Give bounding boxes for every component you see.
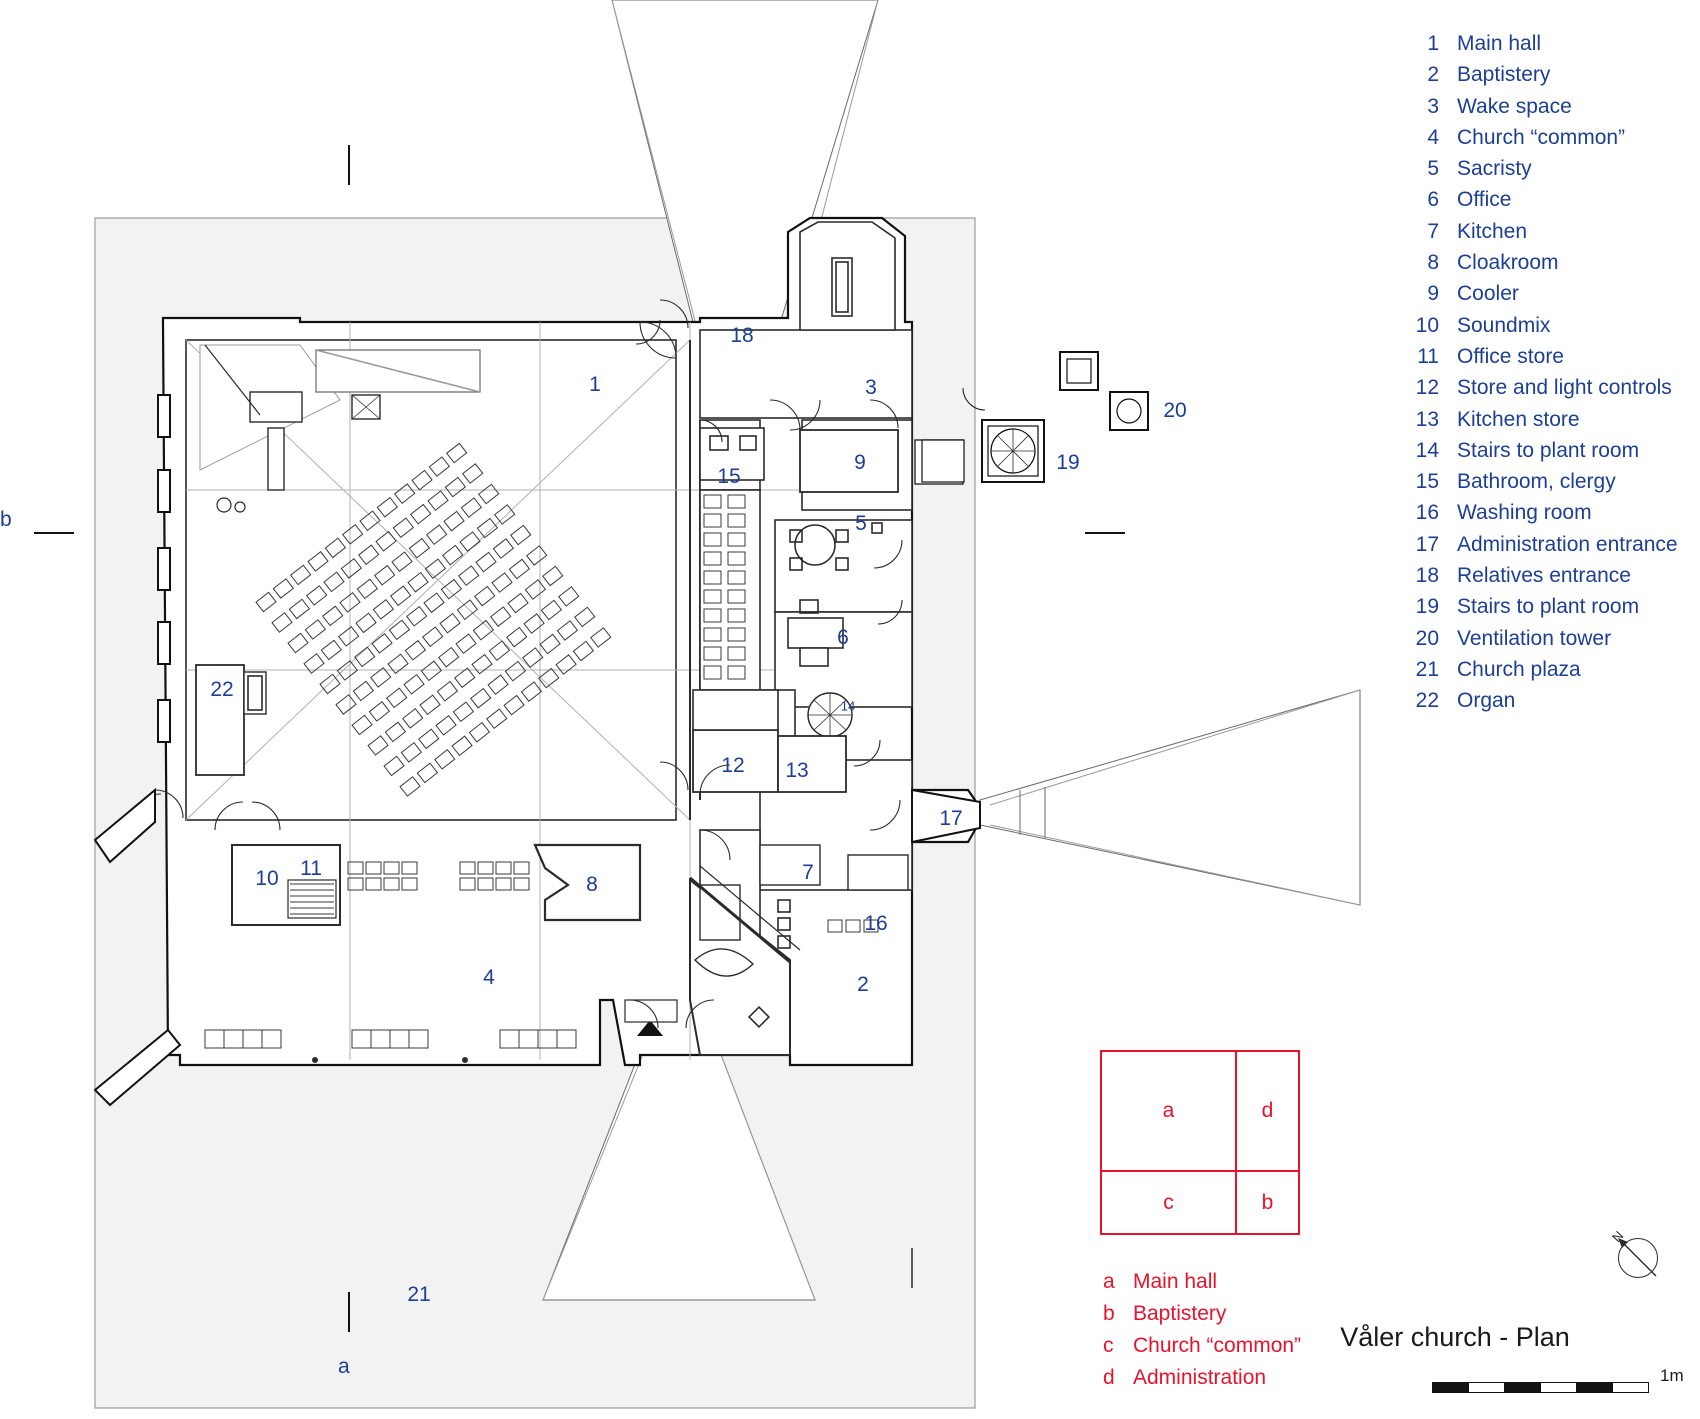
room-legend (1395, 32, 1695, 721)
legend-label: Kitchen (1457, 219, 1528, 243)
zone-legend-item-a (1103, 1270, 1423, 1302)
legend-number: 8 (1427, 251, 1439, 275)
legend-number: 15 (1415, 470, 1439, 494)
legend-number: 21 (1415, 657, 1439, 681)
zone-cell-a: a (1100, 1050, 1237, 1172)
legend-number: 1 (1427, 32, 1439, 55)
zone-cell-c: c (1100, 1170, 1237, 1235)
legend-item-4 (1395, 126, 1695, 157)
plan-tag-3: 3 (865, 376, 877, 399)
legend-item-10 (1395, 314, 1695, 345)
north-arrow-icon (1608, 1227, 1664, 1284)
legend-number: 18 (1415, 564, 1439, 588)
zone-cell-b: b (1235, 1170, 1300, 1235)
zone-legend-label: Baptistery (1133, 1302, 1227, 1325)
zone-legend-item-d (1103, 1366, 1423, 1398)
legend-number: 13 (1415, 407, 1439, 431)
legend-label: Office (1457, 188, 1512, 212)
legend-item-20 (1395, 627, 1695, 658)
plan-tag-7: 7 (802, 861, 814, 884)
legend-item-9 (1395, 282, 1695, 313)
legend-item-3 (1395, 95, 1695, 126)
legend-label: Main hall (1457, 32, 1542, 55)
legend-label: Wake space (1457, 94, 1572, 118)
legend-item-17 (1395, 533, 1695, 564)
legend-number: 2 (1427, 63, 1439, 87)
legend-number: 12 (1415, 376, 1439, 400)
legend-number: 17 (1415, 532, 1439, 556)
legend-item-12 (1395, 376, 1695, 407)
legend-number: 5 (1427, 157, 1439, 181)
scale-label: 1m (1660, 1366, 1684, 1385)
legend-item-6 (1395, 188, 1695, 219)
legend-number: 19 (1415, 595, 1439, 619)
legend-item-16 (1395, 501, 1695, 532)
legend-item-18 (1395, 564, 1695, 595)
legend-number: 14 (1415, 438, 1439, 462)
plan-tag-12: 12 (721, 754, 745, 777)
legend-number: 22 (1415, 689, 1439, 713)
legend-item-2 (1395, 63, 1695, 94)
legend-item-13 (1395, 408, 1695, 439)
legend-number: 4 (1427, 125, 1439, 149)
legend-number: 3 (1427, 94, 1439, 118)
section-line-b (34, 532, 74, 534)
zone-legend-letter: d (1103, 1366, 1115, 1389)
zone-legend-letter: b (1103, 1302, 1115, 1325)
legend-item-14 (1395, 439, 1695, 470)
plan-tag-21: 21 (407, 1283, 431, 1306)
legend-label: Bathroom, clergy (1457, 470, 1616, 494)
plan-tag-22: 22 (210, 678, 234, 701)
plan-tag-1: 1 (589, 373, 601, 396)
legend-number: 10 (1415, 313, 1439, 337)
legend-item-8 (1395, 251, 1695, 282)
legend-label: Sacristy (1457, 157, 1532, 181)
plan-tag-4: 4 (483, 966, 495, 989)
legend-item-15 (1395, 470, 1695, 501)
zone-legend-label: Church “common” (1133, 1334, 1302, 1357)
plan-tag-18: 18 (730, 324, 754, 347)
plan-tag-9: 9 (854, 451, 866, 474)
legend-number: 20 (1415, 626, 1439, 650)
zone-legend-label: Main hall (1133, 1270, 1218, 1293)
zone-legend-label: Administration (1133, 1366, 1267, 1389)
legend-label: Organ (1457, 689, 1516, 713)
legend-number: 6 (1427, 188, 1439, 212)
plan-tag-6: 6 (837, 626, 849, 649)
legend-number: 16 (1415, 501, 1439, 525)
legend-label: Relatives entrance (1457, 564, 1631, 588)
plan-tag-19: 19 (1056, 451, 1080, 474)
zone-cell-d: d (1235, 1050, 1300, 1172)
plan-tag-14: 14 (840, 698, 856, 714)
legend-item-7 (1395, 220, 1695, 251)
legend-label: Church plaza (1457, 657, 1581, 681)
legend-label: Administration entrance (1457, 532, 1678, 556)
legend-label: Church “common” (1457, 125, 1626, 149)
section-line-a-top (348, 145, 350, 185)
legend-label: Kitchen store (1457, 407, 1580, 431)
plan-tag-15: 15 (717, 465, 741, 488)
legend-label: Cloakroom (1457, 251, 1559, 275)
legend-item-19 (1395, 595, 1695, 626)
section-line-a (348, 1292, 350, 1332)
north-label: N (1608, 1227, 1627, 1246)
legend-label: Stairs to plant room (1457, 438, 1640, 462)
legend-item-21 (1395, 658, 1695, 689)
legend-label: Soundmix (1457, 313, 1551, 337)
plan-tag-16: 16 (864, 912, 888, 935)
zone-legend-letter: c (1103, 1334, 1114, 1357)
zone-key-diagram (1100, 1050, 1300, 1235)
legend-label: Cooler (1457, 282, 1519, 306)
legend-label: Store and light controls (1457, 376, 1672, 400)
floor-plan-drawing: b a 1 2 3 4 5 6 7 8 9 10 11 12 13 14 15 16 17 18 19 20 21 22 1 Main hall 2 Baptistery 3 Wake space 4 Church “common” 5 Sacristy 6 Office 7 Kitchen 8 Cloakroom 9 Cooler 10 Soundmix 11 Office store 12 Store and light controls 13 Kitchen store 14 Stairs to plant room 15 Bathroom, clergy 16 Washing room 17 Administration entrance 18 Relatives entrance 19 Stairs to plant room 20 Ventilation tower 21 Church plaza 22 Organ a d c b a Main hall b Baptistery c Church “common” d Administration Våler church - Plan N 1m (0, 0, 1700, 1419)
plan-tag-17: 17 (939, 807, 963, 830)
legend-label: Washing room (1457, 501, 1592, 525)
plan-tag-13: 13 (785, 759, 809, 782)
zone-legend-letter: a (1103, 1270, 1115, 1293)
legend-item-5 (1395, 157, 1695, 188)
plan-tag-2: 2 (857, 973, 869, 996)
plan-tag-5: 5 (855, 512, 867, 535)
legend-label: Stairs to plant room (1457, 595, 1640, 619)
plan-tag-11: 11 (300, 857, 322, 880)
plan-tag-20: 20 (1163, 399, 1187, 422)
legend-number: 9 (1427, 282, 1439, 306)
legend-item-11 (1395, 345, 1695, 376)
scale-bar (1432, 1382, 1650, 1393)
legend-item-22 (1395, 689, 1695, 720)
legend-label: Ventilation tower (1457, 626, 1612, 650)
legend-number: 7 (1427, 219, 1439, 243)
legend-number: 11 (1417, 344, 1439, 368)
legend-label: Office store (1457, 344, 1564, 368)
page-title: Våler church - Plan (1340, 1322, 1570, 1352)
section-line-b-right (1085, 532, 1125, 534)
plan-tag-10: 10 (255, 867, 279, 890)
legend-item-1 (1395, 32, 1695, 63)
plan-tag-8: 8 (586, 873, 598, 896)
legend-label: Baptistery (1457, 63, 1551, 87)
